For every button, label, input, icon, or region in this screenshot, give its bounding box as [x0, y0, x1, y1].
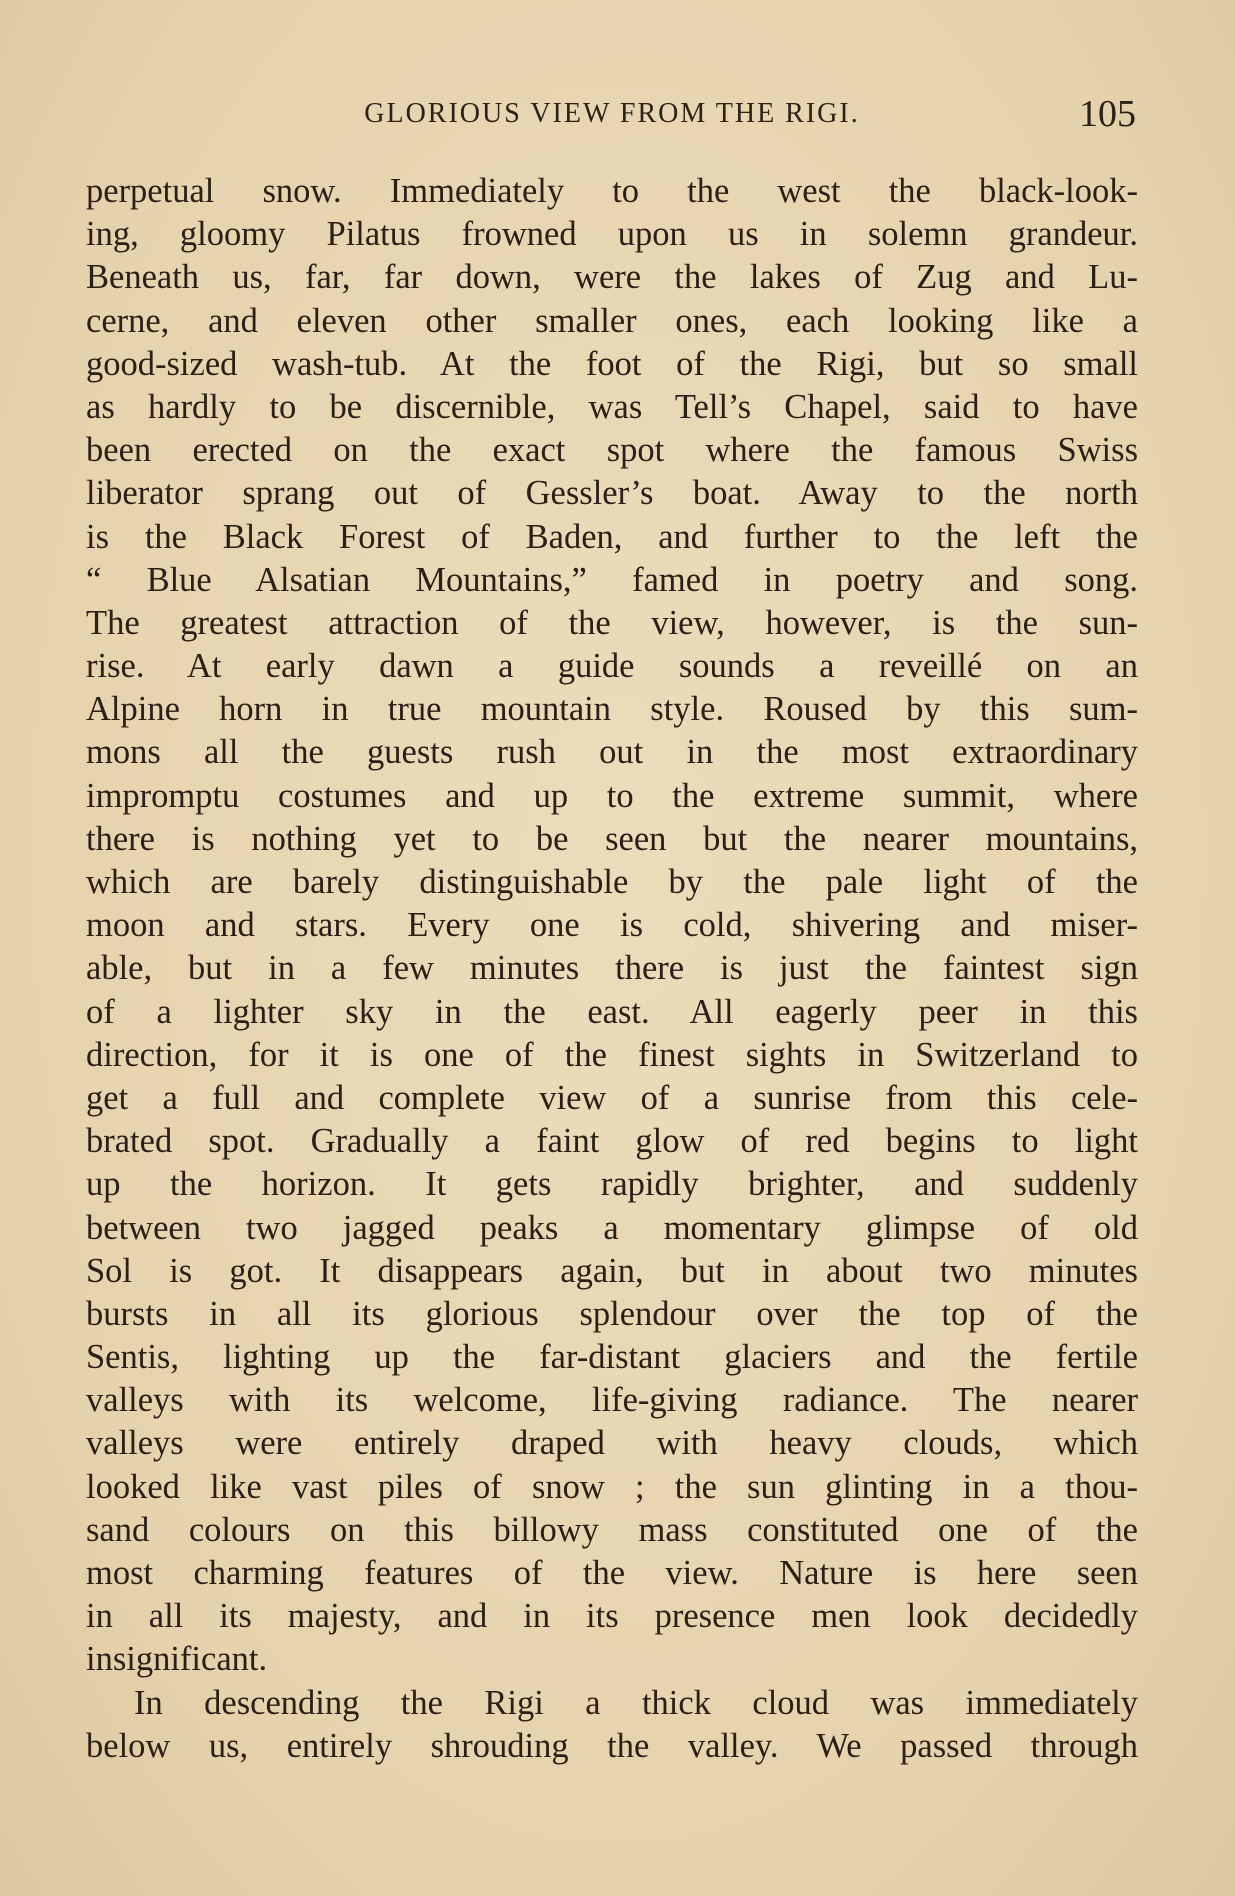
- text-line: valleys were entirely draped with heavy clouds, which: [86, 1424, 1138, 1463]
- text-line: is the Black Forest of Baden, and further to the left the: [86, 517, 1138, 556]
- text-line: sand colours on this billowy mass constituted one of the: [86, 1510, 1138, 1549]
- text-line: moon and stars. Every one is cold, shivering and miser-: [86, 906, 1138, 945]
- text-line: liberator sprang out of Gessler’s boat. Away to the north: [86, 474, 1138, 513]
- text-line: rise. At early dawn a guide sounds a reveillé on an: [86, 647, 1138, 686]
- text-line-paragraph-end: insignificant.: [86, 1640, 268, 1679]
- text-line: Alpine horn in true mountain style. Roused by this sum-: [86, 690, 1138, 729]
- running-title: GLORIOUS VIEW FROM THE RIGI.: [364, 98, 860, 129]
- text-line: good-sized wash-tub. At the foot of the Rigi, but so small: [86, 344, 1138, 383]
- body-text: [86, 170, 1138, 1768]
- text-line: cerne, and eleven other smaller ones, each looking like a: [86, 301, 1138, 340]
- text-line: “ Blue Alsatian Mountains,” famed in poetry and song.: [86, 560, 1138, 599]
- text-line: of a lighter sky in the east. All eagerly peer in this: [86, 992, 1138, 1031]
- text-line-paragraph-start: In descending the Rigi a thick cloud was immediately: [134, 1683, 1138, 1722]
- text-line: which are barely distinguishable by the pale light of the: [86, 863, 1138, 901]
- page-number: 105: [1079, 93, 1136, 135]
- text-line: between two jagged peaks a momentary glimpse of old: [86, 1208, 1138, 1247]
- text-line: Beneath us, far, far down, were the lakes of Zug and Lu-: [86, 258, 1138, 297]
- text-line: Sol is got. It disappears again, but in about two minutes: [86, 1251, 1138, 1290]
- text-line: up the horizon. It gets rapidly brighter, and suddenly: [86, 1165, 1138, 1204]
- text-line: looked like vast piles of snow ; the sun glinting in a thou-: [86, 1467, 1138, 1506]
- text-line: Sentis, lighting up the far-distant glaciers and the fertile: [86, 1338, 1138, 1377]
- text-line: in all its majesty, and in its presence men look decidedly: [86, 1597, 1138, 1636]
- text-line: most charming features of the view. Nature is here seen: [86, 1554, 1138, 1592]
- text-line: brated spot. Gradually a faint glow of red begins to light: [86, 1122, 1138, 1161]
- text-line: impromptu costumes and up to the extreme summit, where: [86, 776, 1138, 815]
- text-line: perpetual snow. Immediately to the west the black-look-: [86, 172, 1138, 210]
- text-line: bursts in all its glorious splendour over the top of the: [86, 1294, 1138, 1333]
- text-line: direction, for it is one of the finest sights in Switzerland to: [86, 1035, 1138, 1074]
- text-line: there is nothing yet to be seen but the nearer mountains,: [86, 819, 1138, 858]
- text-line: The greatest attraction of the view, however, is the sun-: [86, 603, 1138, 642]
- text-line: able, but in a few minutes there is just the faintest sign: [86, 949, 1138, 988]
- text-line: as hardly to be discernible, was Tell’s Chapel, said to have: [86, 387, 1138, 426]
- text-line: mons all the guests rush out in the most extraordinary: [86, 733, 1138, 772]
- text-line: get a full and complete view of a sunrise from this cele-: [86, 1078, 1138, 1117]
- running-head: [88, 93, 1136, 140]
- text-line: ing, gloomy Pilatus frowned upon us in solemn grandeur.: [86, 215, 1138, 254]
- text-line: below us, entirely shrouding the valley. We passed through: [86, 1726, 1138, 1765]
- text-line: valleys with its welcome, life-giving radiance. The nearer: [86, 1381, 1138, 1420]
- text-line: been erected on the exact spot where the famous Swiss: [86, 431, 1138, 470]
